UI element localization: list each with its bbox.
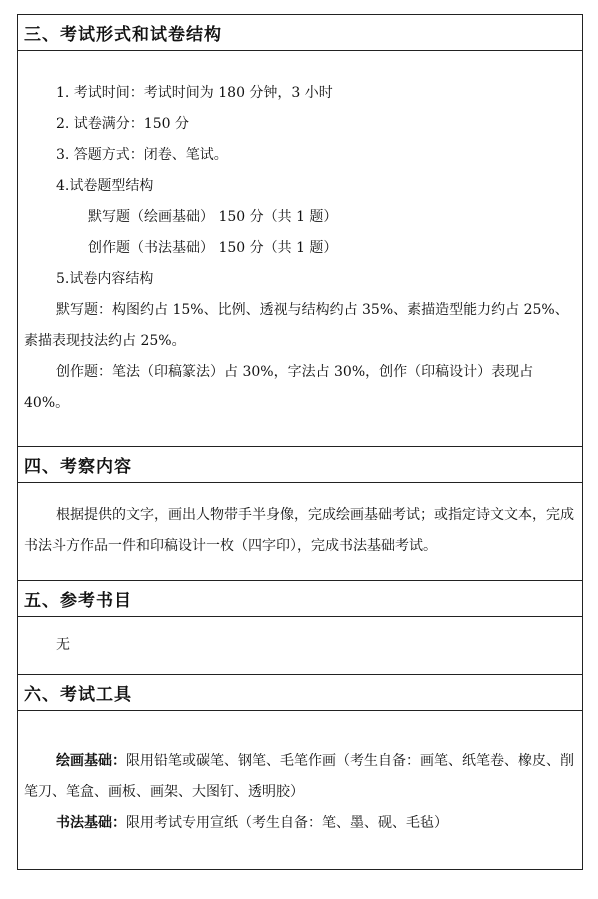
exam-outline-table bbox=[17, 14, 583, 870]
content-structure-item: 5.试卷内容结构 bbox=[56, 271, 154, 287]
calligraphy-tools-text: 限用考试专用宣纸（考生自备：笔、墨、砚、毛毡） bbox=[126, 815, 448, 831]
section-3-heading: 三、考试形式和试卷结构 bbox=[18, 15, 582, 51]
drawing-tools-label: 绘画基础： bbox=[56, 753, 126, 769]
reference-books-text: 无 bbox=[56, 637, 70, 653]
full-score-item: 2. 试卷满分：150 分 bbox=[56, 116, 189, 132]
answer-method-item: 3. 答题方式：闭卷、笔试。 bbox=[56, 147, 228, 163]
calligraphy-tools-label: 书法基础： bbox=[56, 815, 126, 831]
section-6-heading: 六、考试工具 bbox=[18, 675, 582, 711]
calligraphy-tools-paragraph bbox=[18, 808, 582, 839]
exam-content-paragraph: 根据提供的文字，画出人物带手半身像，完成绘画基础考试；或指定诗文文本，完成书法斗方作品一件和印稿设计一枚（四字印），完成书法基础考试。 bbox=[24, 507, 574, 554]
section-4-heading: 四、考察内容 bbox=[18, 447, 582, 483]
drawing-tools-text: 限用铅笔或碳笔、钢笔、毛笔作画（考生自备：画笔、纸笔卷、橡皮、削笔刀、笔盒、画板、画架、大图钉、透明胶） bbox=[24, 753, 574, 800]
creation-question-item: 创作题（书法基础） 150 分（共 1 题） bbox=[88, 240, 338, 256]
question-type-structure-item: 4.试卷题型结构 bbox=[56, 178, 154, 194]
drawing-tools-paragraph bbox=[18, 746, 582, 808]
sketch-content-paragraph: 默写题：构图约占 15%、比例、透视与结构约占 35%、素描造型能力约占 25%、素描表现技法约占 25%。 bbox=[24, 302, 569, 349]
section-3-content bbox=[18, 51, 582, 447]
section-6-content bbox=[18, 711, 582, 869]
creation-content-paragraph: 创作题：笔法（印稿篆法）占 30%，字法占 30%，创作（印稿设计）表现占 40%。 bbox=[24, 364, 534, 411]
exam-time-item: 1. 考试时间：考试时间为 180 分钟，3 小时 bbox=[56, 85, 333, 101]
section-4-content bbox=[18, 483, 582, 581]
section-5-heading: 五、参考书目 bbox=[18, 581, 582, 617]
section-5-content bbox=[18, 617, 582, 675]
sketch-question-item: 默写题（绘画基础） 150 分（共 1 题） bbox=[88, 209, 338, 225]
